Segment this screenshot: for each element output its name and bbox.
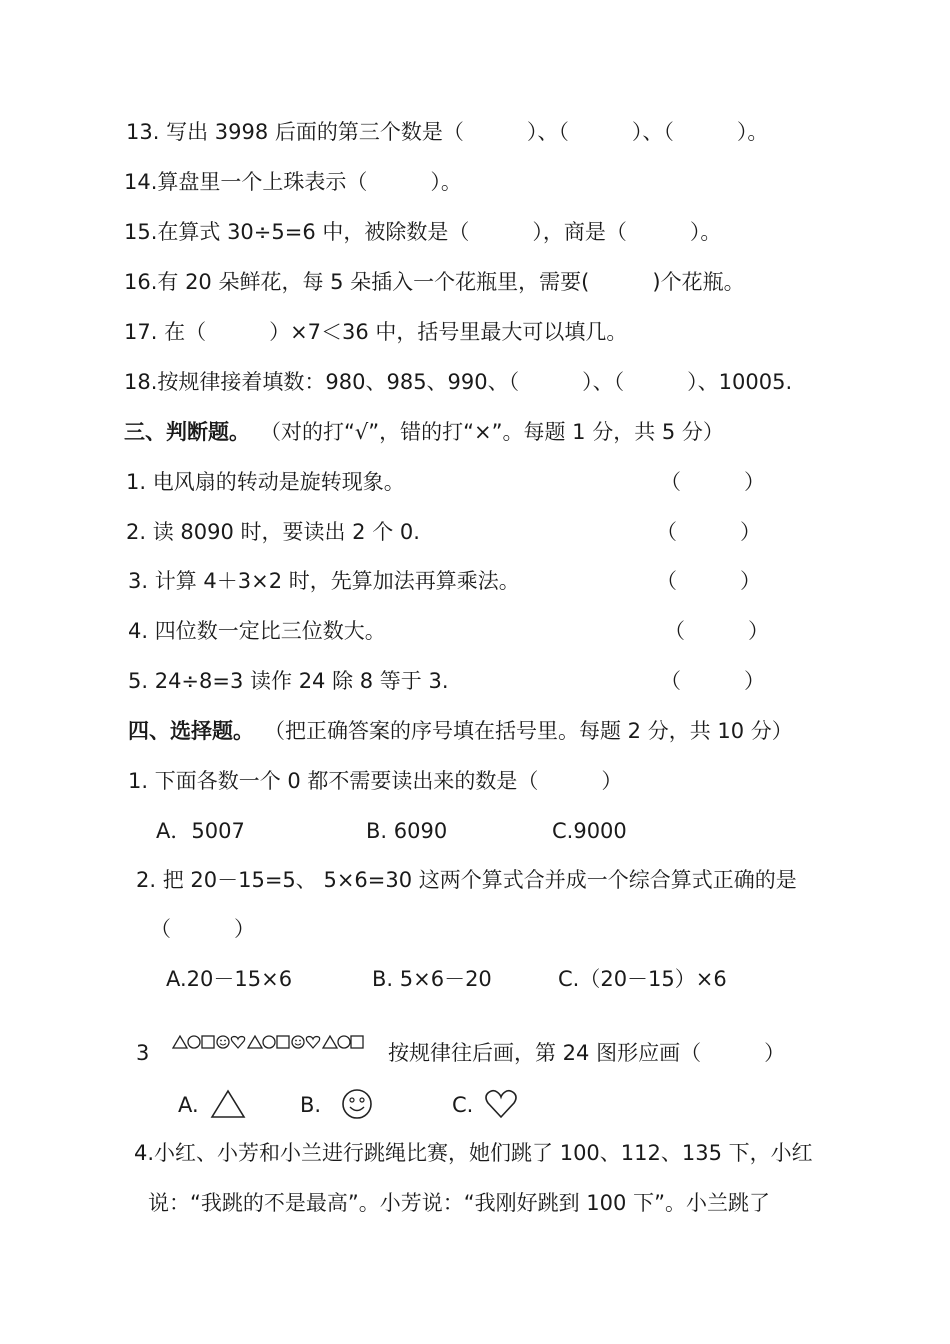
square-icon	[277, 1036, 289, 1048]
choice-question-text: 2. 把 20－15=5、 5×6=30 这两个算式合并成一个综合算式正确的是	[136, 868, 797, 892]
triangle-icon	[210, 1088, 246, 1120]
option-c-label: C.	[452, 1093, 474, 1117]
answer-bracket: （ ）	[660, 669, 765, 693]
circle-icon	[188, 1036, 200, 1048]
triangle-icon	[323, 1036, 337, 1048]
circle-icon	[338, 1036, 350, 1048]
choice-question-text: 1. 下面各数一个 0 都不需要读出来的数是（ ）	[128, 769, 623, 793]
answer-bracket: （ ）	[660, 470, 765, 494]
question-13-text: 13. 写出 3998 后面的第三个数是（ ）、（ ）、（ ）。	[126, 120, 769, 144]
heart-icon	[306, 1037, 319, 1049]
answer-bracket: （ ）	[664, 619, 769, 643]
answer-bracket: （ ）	[656, 520, 761, 544]
question-16-text: 16.有 20 朵鲜花，每 5 朵插入一个花瓶里，需要( )个花瓶。	[124, 270, 745, 294]
judgment-item-text: 2. 读 8090 时，要读出 2 个 0.	[126, 520, 420, 544]
smiley-icon	[217, 1036, 229, 1048]
circle-icon	[263, 1036, 275, 1048]
option-a: A．5007	[156, 819, 245, 843]
choice-instruction: （把正确答案的序号填在括号里。每题 2 分，共 10 分）	[264, 719, 793, 743]
question-15-text: 15.在算式 30÷5=6 中，被除数是（ ），商是（ ）。	[124, 220, 722, 244]
question-number: 3	[136, 1041, 150, 1065]
choice-question-text: 4.小红、小芳和小兰进行跳绳比赛，她们跳了 100、112、135 下，小红	[134, 1141, 813, 1165]
option-a: A.20－15×6	[166, 967, 293, 991]
option-b: B. 5×6－20	[372, 967, 492, 991]
option-c: C.（20－15）×6	[558, 967, 727, 991]
option-b-label: B.	[300, 1093, 322, 1117]
judgment-heading: 三、判断题。	[124, 420, 250, 444]
triangle-icon	[248, 1036, 262, 1048]
option-b: B. 6090	[366, 819, 448, 843]
square-icon	[351, 1036, 363, 1048]
judgment-item-text: 5. 24÷8=3 读作 24 除 8 等于 3.	[128, 669, 449, 693]
question-18-text: 18.按规律接着填数：980、985、990、（ ）、（ ）、10005.	[124, 370, 793, 394]
choice-question-text: 说：“我跳的不是最高”。小芳说：“我刚好跳到 100 下”。小兰跳了	[148, 1191, 770, 1215]
smiley-icon	[292, 1036, 304, 1048]
square-icon	[202, 1036, 214, 1048]
triangle-icon	[173, 1036, 187, 1048]
shape-pattern-sequence	[172, 1034, 364, 1050]
choice-heading: 四、选择题。	[128, 719, 254, 743]
judgment-instruction: （对的打“√”，错的打“×”。每题 1 分，共 5 分）	[260, 420, 724, 444]
judgment-item-text: 3. 计算 4＋3×2 时，先算加法再算乘法。	[128, 569, 520, 593]
judgment-item-text: 4. 四位数一定比三位数大。	[128, 619, 386, 643]
answer-bracket: （ ）	[150, 917, 255, 941]
option-c: C.9000	[552, 819, 627, 843]
smiley-icon	[340, 1088, 374, 1120]
question-14-text: 14.算盘里一个上珠表示（ ）。	[124, 170, 462, 194]
answer-bracket: （ ）	[656, 569, 761, 593]
choice-question-text: 按规律往后画，第 24 图形应画（ ）	[388, 1041, 786, 1065]
question-17-text: 17. 在（ ）×7＜36 中，括号里最大可以填几。	[124, 320, 628, 344]
heart-icon	[484, 1089, 518, 1119]
option-a-label: A.	[178, 1093, 199, 1117]
judgment-item-text: 1. 电风扇的转动是旋转现象。	[126, 470, 405, 494]
heart-icon	[231, 1037, 244, 1049]
